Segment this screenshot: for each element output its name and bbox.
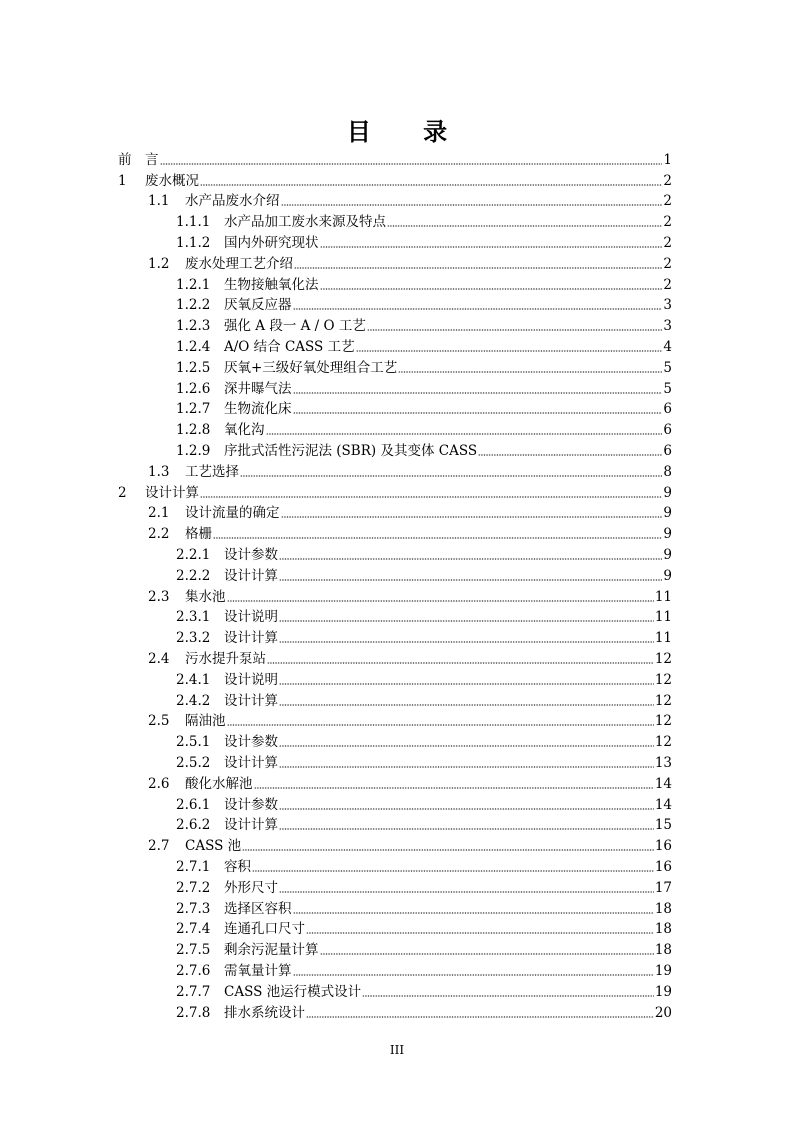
toc-entry-number: 2.3.1 bbox=[176, 609, 211, 626]
toc-entry[interactable] bbox=[176, 751, 672, 772]
toc-entry-title: 外形尺寸 bbox=[224, 879, 278, 896]
dot-leader bbox=[293, 307, 663, 311]
toc-entry-number: 前 bbox=[118, 151, 132, 168]
toc-entry[interactable] bbox=[176, 730, 672, 751]
toc-entry-number: 2.6.1 bbox=[176, 796, 211, 813]
dot-leader bbox=[293, 911, 654, 915]
toc-entry[interactable] bbox=[176, 938, 672, 959]
toc-entry-title: 厌氧反应器 bbox=[224, 297, 292, 314]
toc-entry-number: 2.7.8 bbox=[176, 1004, 211, 1021]
toc-entry-number: 2.4.2 bbox=[176, 692, 211, 709]
dot-leader bbox=[367, 328, 663, 332]
toc-entry-title: 序批式活性污泥法 (SBR) 及其变体 CASS bbox=[224, 442, 478, 459]
dot-leader bbox=[266, 432, 663, 436]
toc-entry-number: 1.2.2 bbox=[176, 297, 211, 314]
dot-leader bbox=[279, 619, 654, 623]
toc-entry-page: 12 bbox=[654, 671, 672, 688]
toc-entry-page: 2 bbox=[663, 193, 672, 210]
toc-entry-page: 9 bbox=[663, 546, 672, 563]
toc-entry-page: 9 bbox=[663, 484, 672, 501]
toc-entry-number: 2.7.1 bbox=[176, 858, 211, 875]
dot-leader bbox=[320, 245, 663, 249]
toc-entry[interactable] bbox=[148, 460, 672, 481]
toc-entry-title: 设计计算 bbox=[145, 484, 199, 501]
toc-entry-page: 18 bbox=[654, 921, 672, 938]
toc-entry[interactable] bbox=[176, 210, 672, 231]
dot-leader bbox=[398, 370, 662, 374]
toc-entry-title: 设计计算 bbox=[224, 630, 278, 647]
toc-entry-page: 11 bbox=[654, 588, 672, 605]
toc-entry-page: 9 bbox=[663, 526, 672, 543]
toc-entry-title: 工艺选择 bbox=[185, 463, 239, 480]
toc-entry[interactable] bbox=[118, 148, 672, 169]
dot-leader bbox=[160, 162, 663, 166]
toc-entry[interactable] bbox=[176, 231, 672, 252]
toc-entry[interactable] bbox=[176, 543, 672, 564]
toc-entry[interactable] bbox=[176, 335, 672, 356]
toc-entry-page: 16 bbox=[654, 838, 672, 855]
toc-entry[interactable] bbox=[176, 980, 672, 1001]
dot-leader bbox=[281, 203, 663, 207]
toc-entry-title: 水产品废水介绍 bbox=[185, 193, 280, 210]
toc-entry-page: 11 bbox=[654, 609, 672, 626]
toc-entry-page: 19 bbox=[654, 962, 672, 979]
toc-entry[interactable] bbox=[148, 834, 672, 855]
toc-entry-number: 2.5 bbox=[148, 713, 170, 730]
toc-entry[interactable] bbox=[176, 439, 672, 460]
toc-entry-number: 1.3 bbox=[148, 463, 170, 480]
dot-leader bbox=[242, 848, 654, 852]
toc-entry-title: 水产品加工废水来源及特点 bbox=[224, 214, 386, 231]
toc-entry-title: CASS 池运行模式设计 bbox=[224, 983, 362, 1000]
toc-entry[interactable] bbox=[118, 169, 672, 190]
toc-entry-page: 13 bbox=[654, 754, 672, 771]
toc-entry-title: 设计说明 bbox=[224, 609, 278, 626]
dot-leader bbox=[320, 952, 654, 956]
toc-entry[interactable] bbox=[148, 772, 672, 793]
toc-entry[interactable] bbox=[176, 294, 672, 315]
toc-entry[interactable] bbox=[176, 356, 672, 377]
toc-entry-page: 19 bbox=[654, 983, 672, 1000]
toc-entry-page: 6 bbox=[663, 401, 672, 418]
toc-entry-page: 9 bbox=[663, 505, 672, 522]
toc-entry-number: 1.1.2 bbox=[176, 234, 211, 251]
toc-entry-page: 2 bbox=[663, 214, 672, 231]
dot-leader bbox=[267, 661, 654, 665]
toc-entry-number: 2.4.1 bbox=[176, 671, 211, 688]
dot-leader bbox=[320, 287, 663, 291]
toc-entry-number: 1.1 bbox=[148, 193, 170, 210]
toc-entry[interactable] bbox=[176, 855, 672, 876]
toc-entry-number: 2.5.1 bbox=[176, 734, 211, 751]
dot-leader bbox=[227, 599, 654, 603]
toc-entry[interactable] bbox=[176, 668, 672, 689]
toc-entry[interactable] bbox=[176, 876, 672, 897]
toc-entry-title: 设计参数 bbox=[224, 796, 278, 813]
toc-entry[interactable] bbox=[176, 1001, 672, 1022]
toc-entry-page: 12 bbox=[654, 650, 672, 667]
toc-entry-page: 12 bbox=[654, 692, 672, 709]
toc-entry[interactable] bbox=[176, 626, 672, 647]
toc-entry-number: 2.2.2 bbox=[176, 567, 211, 584]
dot-leader bbox=[306, 1015, 654, 1019]
dot-leader bbox=[294, 266, 662, 270]
toc-entry-title: 氧化沟 bbox=[224, 422, 265, 439]
toc-entry[interactable] bbox=[176, 959, 672, 980]
toc-entry-page: 17 bbox=[654, 879, 672, 896]
toc-entry[interactable] bbox=[148, 522, 672, 543]
toc-entry[interactable] bbox=[148, 190, 672, 211]
dot-leader bbox=[293, 391, 663, 395]
toc-entry-title: 废水概况 bbox=[145, 172, 199, 189]
toc-entry-number: 2.3.2 bbox=[176, 630, 211, 647]
toc-entry-number: 2.6.2 bbox=[176, 817, 211, 834]
toc-entry-number: 2.7.5 bbox=[176, 942, 211, 959]
toc-entry-title: 生物流化床 bbox=[224, 401, 292, 418]
toc-entry-title: 生物接触氧化法 bbox=[224, 276, 319, 293]
toc-entry-number: 1.1.1 bbox=[176, 214, 211, 231]
toc-entry-page: 12 bbox=[654, 713, 672, 730]
toc-entry-number: 1.2.5 bbox=[176, 359, 211, 376]
toc-entry-page: 20 bbox=[654, 1004, 672, 1021]
toc-entry-number: 2.7.6 bbox=[176, 962, 211, 979]
dot-leader bbox=[200, 183, 662, 187]
toc-entry-number: 1.2 bbox=[148, 255, 170, 272]
dot-leader bbox=[279, 703, 654, 707]
dot-leader bbox=[306, 931, 654, 935]
toc-entry-title: 设计计算 bbox=[224, 567, 278, 584]
toc-entry-title: A/O 结合 CASS 工艺 bbox=[224, 338, 355, 355]
toc-entry-page: 2 bbox=[663, 234, 672, 251]
toc-entry[interactable] bbox=[148, 502, 672, 523]
toc-entry[interactable] bbox=[176, 564, 672, 585]
dot-leader bbox=[478, 453, 662, 457]
dot-leader bbox=[252, 869, 654, 873]
toc-entry-number: 2.2.1 bbox=[176, 546, 211, 563]
dot-leader bbox=[240, 474, 662, 478]
toc-entry-page: 3 bbox=[663, 297, 672, 314]
toc-entry-number: 1.2.6 bbox=[176, 380, 211, 397]
toc-entry[interactable] bbox=[176, 606, 672, 627]
toc-entry-title: 设计参数 bbox=[224, 546, 278, 563]
toc-entry[interactable] bbox=[176, 897, 672, 918]
page-number-footer: III bbox=[389, 1043, 405, 1057]
toc-entry-page: 18 bbox=[654, 942, 672, 959]
dot-leader bbox=[279, 890, 654, 894]
toc-entry-title: 剩余污泥量计算 bbox=[224, 942, 319, 959]
toc-entry-page: 5 bbox=[663, 380, 672, 397]
toc-entry-number: 1.2.1 bbox=[176, 276, 211, 293]
dot-leader bbox=[227, 723, 654, 727]
toc-entry[interactable] bbox=[148, 647, 672, 668]
toc-entry[interactable] bbox=[176, 814, 672, 835]
toc-entry-page: 2 bbox=[663, 172, 672, 189]
toc-entry-title: 酸化水解池 bbox=[185, 775, 253, 792]
toc-entry-title: 深井曝气法 bbox=[224, 380, 292, 397]
toc-entry-number: 1.2.3 bbox=[176, 318, 211, 335]
page-title: 目 录 bbox=[346, 117, 470, 146]
dot-leader bbox=[279, 827, 654, 831]
toc-entry-number: 2.7.7 bbox=[176, 983, 211, 1000]
toc-entry-number: 2.6 bbox=[148, 775, 170, 792]
toc-entry-title: 需氧量计算 bbox=[224, 962, 292, 979]
dot-leader bbox=[279, 578, 662, 582]
toc-entry-page: 9 bbox=[663, 567, 672, 584]
dot-leader bbox=[279, 744, 654, 748]
toc-entry-title: 设计参数 bbox=[224, 734, 278, 751]
toc-entry-page: 12 bbox=[654, 734, 672, 751]
dot-leader bbox=[387, 224, 662, 228]
toc-entry-title: 集水池 bbox=[185, 588, 226, 605]
toc-entry-number: 1 bbox=[118, 172, 127, 189]
dot-leader bbox=[254, 786, 654, 790]
toc-entry-page: 15 bbox=[654, 817, 672, 834]
dot-leader bbox=[293, 973, 654, 977]
toc-entry-title: CASS 池 bbox=[185, 838, 242, 855]
toc-entry-page: 8 bbox=[663, 463, 672, 480]
toc-entry[interactable] bbox=[148, 585, 672, 606]
toc-entry-page: 14 bbox=[654, 775, 672, 792]
toc-entry-number: 2.2 bbox=[148, 526, 170, 543]
toc-entry-title: 隔油池 bbox=[185, 713, 226, 730]
dot-leader bbox=[356, 349, 663, 353]
toc-entry-page: 6 bbox=[663, 422, 672, 439]
toc-entry-page: 3 bbox=[663, 318, 672, 335]
toc-entry-title: 容积 bbox=[224, 858, 251, 875]
toc-entry-title: 选择区容积 bbox=[224, 900, 292, 917]
toc-entry-number: 2.4 bbox=[148, 650, 170, 667]
toc-entry-number: 2.5.2 bbox=[176, 754, 211, 771]
toc-entry-title: 设计计算 bbox=[224, 692, 278, 709]
toc-entry-page: 5 bbox=[663, 359, 672, 376]
toc-entry-page: 4 bbox=[663, 338, 672, 355]
toc-entry[interactable] bbox=[148, 710, 672, 731]
toc-entry-title: 言 bbox=[145, 151, 159, 168]
toc-entry-page: 2 bbox=[663, 276, 672, 293]
dot-leader bbox=[362, 994, 654, 998]
dot-leader bbox=[279, 640, 654, 644]
toc-entry-page: 14 bbox=[654, 796, 672, 813]
toc-entry-title: 排水系统设计 bbox=[224, 1004, 305, 1021]
toc-entry-page: 11 bbox=[654, 630, 672, 647]
toc-entry-number: 2.7.4 bbox=[176, 921, 211, 938]
dot-leader bbox=[293, 411, 663, 415]
toc-entry-title: 设计说明 bbox=[224, 671, 278, 688]
toc-entry[interactable] bbox=[176, 689, 672, 710]
toc-entry[interactable] bbox=[118, 481, 672, 502]
toc-entry-page: 1 bbox=[663, 151, 672, 168]
toc-entry[interactable] bbox=[176, 418, 672, 439]
toc-entry-number: 2.3 bbox=[148, 588, 170, 605]
toc-entry-title: 设计计算 bbox=[224, 817, 278, 834]
toc-entry[interactable] bbox=[176, 314, 672, 335]
toc-entry-title: 设计计算 bbox=[224, 754, 278, 771]
toc-entry-number: 2 bbox=[118, 484, 127, 501]
toc-entry[interactable] bbox=[176, 918, 672, 939]
toc-entry-title: 污水提升泵站 bbox=[185, 650, 266, 667]
toc-entry-page: 2 bbox=[663, 255, 672, 272]
dot-leader bbox=[279, 682, 654, 686]
dot-leader bbox=[200, 495, 662, 499]
toc-entry[interactable] bbox=[176, 398, 672, 419]
toc-entry-title: 连通孔口尺寸 bbox=[224, 921, 305, 938]
toc-entry-title: 强化 A 段一 A / O 工艺 bbox=[224, 318, 366, 335]
toc-entry-number: 2.1 bbox=[148, 505, 170, 522]
toc-entry-number: 1.2.8 bbox=[176, 422, 211, 439]
dot-leader bbox=[279, 557, 662, 561]
toc-entry-title: 设计流量的确定 bbox=[185, 505, 280, 522]
toc-entry-number: 2.7.3 bbox=[176, 900, 211, 917]
toc-entry-number: 1.2.4 bbox=[176, 338, 211, 355]
dot-leader bbox=[281, 515, 663, 519]
toc-entry-number: 1.2.7 bbox=[176, 401, 211, 418]
dot-leader bbox=[279, 807, 654, 811]
toc-entry-title: 厌氧+三级好氧处理组合工艺 bbox=[224, 359, 398, 376]
toc-entry-title: 国内外研究现状 bbox=[224, 234, 319, 251]
toc-entry-title: 废水处理工艺介绍 bbox=[185, 255, 293, 272]
toc-entry-number: 2.7.2 bbox=[176, 879, 211, 896]
toc-entry[interactable] bbox=[176, 273, 672, 294]
dot-leader bbox=[213, 536, 662, 540]
toc-entry-title: 格栅 bbox=[185, 526, 212, 543]
toc-entry[interactable] bbox=[176, 377, 672, 398]
toc-entry[interactable] bbox=[148, 252, 672, 273]
toc-entry-number: 1.2.9 bbox=[176, 442, 211, 459]
toc-entry-page: 16 bbox=[654, 858, 672, 875]
toc-entry-number: 2.7 bbox=[148, 838, 170, 855]
toc-entry-page: 6 bbox=[663, 442, 672, 459]
toc-entry[interactable] bbox=[176, 793, 672, 814]
toc-entry-page: 18 bbox=[654, 900, 672, 917]
dot-leader bbox=[279, 765, 654, 769]
